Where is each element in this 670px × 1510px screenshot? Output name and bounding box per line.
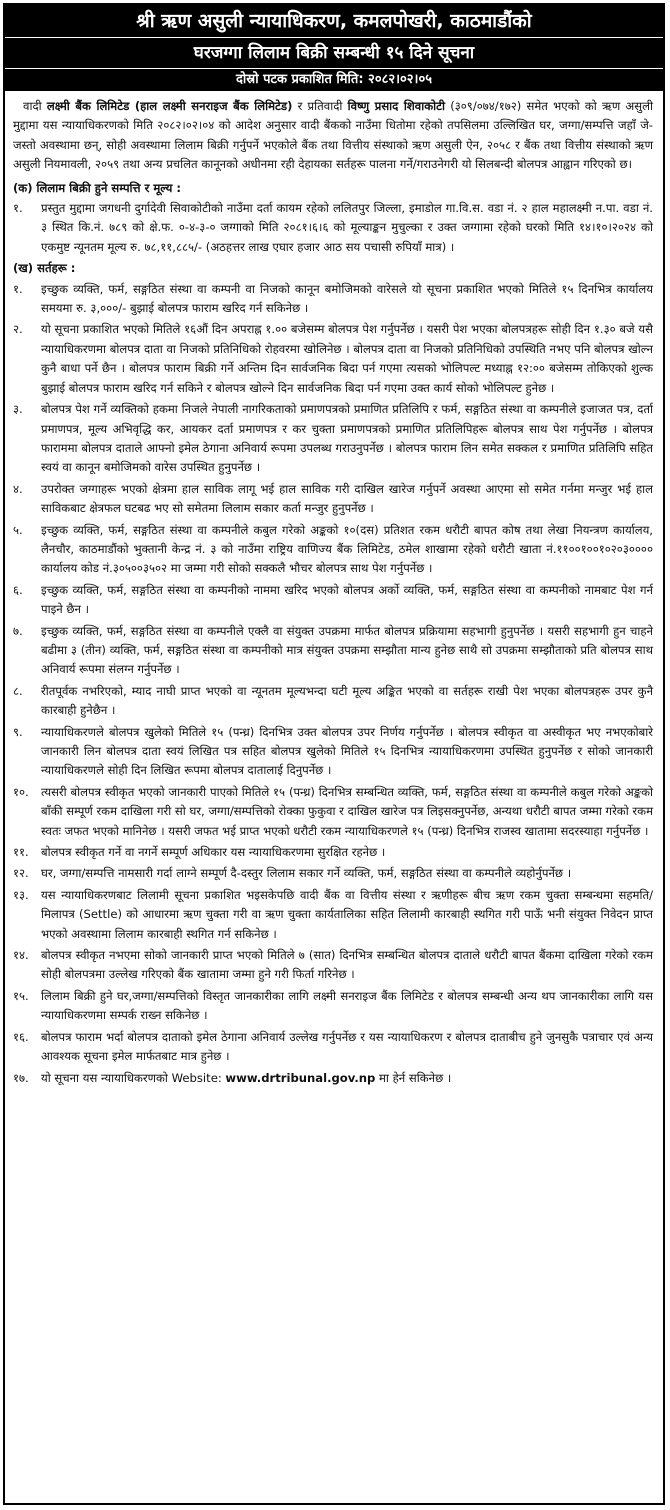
item-text: प्रस्तुत मुद्दामा जगधनी दुर्गादेवी सिवाकोटीको नाउँमा दर्ता कायम रहेको ललितपुर जिल्ला, इमाडोल गा.वि.स. वडा नं. २ हाल महालक्ष्मी न.पा. वडा नं. ३ स्थित कि.नं. ७८९ को क्षे.फ. ०-४-३-० जग्गाको मिति २०८१।६।६ को मूल्याङ्कन मुचुल्का र उक्त जग्गामा रहेको घरको मिति १४।१०।२०२४ को एकमुष्ट न्यूनतम मूल्य रु. ७८,११,८८५/- (अठहत्तर लाख एघार हजार आठ सय पचासी रुपियाँ मात्र) । [41, 201, 653, 254]
condition-item [13, 886, 653, 944]
item-text: उपरोक्त जग्गाहरू भएको क्षेत्रमा हाल साविक लागू भई हाल साविक गरी दाखिल खारेज गर्नुपर्ने अवस्था आएमा सो समेत गर्नमा मन्जुर भई हाल साविकबाट क्षेत्रफल घटबढ भए सो समेतमा लिलाम सकार कर्ता मन्जुर हुनुपर्नेछ । [41, 481, 653, 516]
publication-date: दोस्रो पटक प्रकाशित मिति: २०८२।०२।०५ [5, 69, 663, 91]
website-link[interactable]: www.drtribunal.gov.np [225, 1070, 376, 1085]
item-text: लिलाम बिक्री हुने घर,जग्गा/सम्पत्तिको विस्तृत जानकारीका लागि लक्ष्मी सनराइज बैंक लिमिटेड र बोलपत्र सम्बन्धी अन्य थप जानकारीका लागि यस न्यायाधिकरणमा सम्पर्क राख्न सकिनेछ । [41, 988, 653, 1023]
item-number: ४. [13, 481, 23, 496]
website-post-text: मा हेर्न सकिनेछ । [379, 1070, 452, 1085]
condition-item [13, 622, 653, 680]
item-text: बोलपत्र पेश गर्ने व्यक्तिको हकमा निजले नेपाली नागरिकताको प्रमाणपत्रको प्रमाणित प्रतिलिपि र फर्म, सङ्गठित संस्था वा कम्पनीले इजाजत पत्र, दर्ता प्रमाणपत्र, मूल्य अभिवृद्धि कर, आयकर दर्ता प्रमाणपत्र र कर चुक्ता प्रमाणपत्रको प्रमाणित प्रतिलिपिहरू बोलपत्र साथ पेश गर्नुपर्नेछ । बोलपत्र फाराममा बोलपत्र दाताले आफ्नो इमेल ठेगाना अनिवार्य रूपमा उपलब्ध गराउनुपर्नेछ । बोलपत्र फाराम लिन समेत सक्कल र प्रमाणित प्रतिलिपि सहित स्वयं वा कानून बमोजिमको वारेस उपस्थित हुनुपर्नेछ । [41, 402, 653, 475]
item-number: १४. [13, 948, 29, 963]
item-number: १. [13, 281, 23, 296]
item-number: ९. [13, 724, 23, 739]
item-number: २. [13, 322, 23, 337]
item-number: ५. [13, 522, 23, 537]
defendant-name: विष्णु प्रसाद शिवाकोटी [347, 99, 445, 113]
condition-item-website [13, 1069, 653, 1088]
item-number: ७. [13, 623, 23, 638]
intro-text-2: (३०९/०७४/१७२) समेत भएको को ऋण असुली मुद्दामा यस न्यायाधिकरणको मिति २०८२।०२।०४ को आदेश अनुसार वादी बैंकको नाउँमा धितोमा रहेको तपसिलमा उल्लिखित घर, जग्गा/सम्पत्ति जहाँ जे-जस्तो अवस्थामा छन्, सोही अवस्थामा लिलाम बिक्री गर्नुपर्ने भएकोले बैंक तथा वित्तीय संस्थाको ऋण असुली ऐन, २०५८ र बैंक तथा वित्तीय संस्थाको ऋण असुली नियमावली, २०५९ तथा अन्य प्रचलित कानूनको अधीनमा रही देहायका सर्तहरू पालना गर्ने/गराउनेगरी यो सिलबन्दी बोलपत्र आह्वान गरिएको छ। [13, 99, 653, 172]
condition-item [13, 280, 653, 319]
item-text: त्यसरी बोलपत्र स्वीकृत भएको जानकारी पाएको मितिले १५ (पन्ध्र) दिनभित्र सम्बन्धित व्यक्ति, फर्म, सङ्गठित संस्था वा कम्पनीले कबुल गरेको अङ्कको बाँकी सम्पूर्ण रकम दाखिला गरी सो घर, जग्गा/सम्पत्तिको रोक्का फुकुवा र दाखिल खारेज पत्र लिइसक्नुपर्नेछ, अन्यथा धरौटी बापत जम्मा गरेको रकम स्वतः जफत भएको मानिनेछ । यसरी जफत भई प्राप्त भएको धरौटी रकम न्यायाधिकरणले १५ (पन्ध्र) दिनभित्र राजस्व खातामा सदरस्याहा गर्नुपर्नेछ । [41, 784, 653, 838]
item-text: इच्छुक व्यक्ति, फर्म, सङ्गठित संस्था वा कम्पनीको नाममा खरिद भएको बोलपत्र अर्को व्यक्ति, फर्म, सङ्गठित संस्था वा कम्पनीको नामबाट पेश गर्न पाइने छैन । [41, 582, 653, 617]
condition-item [13, 682, 653, 721]
section-a-heading: (क) लिलाम बिक्री हुने सम्पत्ति र मूल्य : [13, 180, 182, 195]
item-text: बोलपत्र फाराम भर्दा बोलपत्र दाताको इमेल ठेगाना अनिवार्य उल्लेख गर्नुपर्नेछ र यस न्यायाधिकरण र बोलपत्र दाताबीच हुने जुनसुकै पत्राचार एवं अन्य आवश्यक सूचना इमेल मार्फतबाट मात्र हुनेछ । [41, 1029, 653, 1064]
condition-item [13, 723, 653, 781]
item-text: यस न्यायाधिकरणबाट लिलामी सूचना प्रकाशित भइसकेपछि वादी बैंक वा वित्तीय संस्था र ऋणीहरू बीच ऋण रकम चुक्ता सम्बन्धमा सहमति/मिलापत्र (Settle) को आधारमा ऋण चुक्ता गरी वा ऋण चुक्ता कार्यतालिका सहित लिलामी कारबाही स्थगित गरी पाऊँ भनी संयुक्त निवेदन प्राप्त भएको अवस्थामा लिलाम कारबाही स्थगित गर्न सकिनेछ । [41, 887, 653, 941]
plaintiff-name: लक्ष्मी बैंक लिमिटेड (हाल लक्ष्मी सनराइज बैंक लिमिटेड) [46, 99, 293, 113]
item-text: इच्छुक व्यक्ति, फर्म, सङ्गठित संस्था वा कम्पनी वा निजको कानून बमोजिमको वारेसले यो सूचना प्रकाशित भएको मितिले १५ दिनभित्र कार्यालय समयमा रु. ३,०००/- बुझाई बोलपत्र फाराम खरिद गर्न सकिनेछ । [41, 281, 653, 316]
item-text: इच्छुक व्यक्ति, फर्म, सङ्गठित संस्था वा कम्पनीले कबुल गरेको अङ्कको १०(दस) प्रतिशत रकम धरौटी बापत कोष तथा लेखा नियन्त्रण कार्यालय, लैनचौर, काठमाडौंको भुक्तानी केन्द्र नं. ३ को नाउँमा राष्ट्रिय वाणिज्य बैंक लिमिटेड, ठमेल शाखामा रहेको धरौटी खाता नं.११००१००१०२०३०००० कार्यालय कोड नं.३०५००३५०२ मा जम्मा गरी सोको सक्कलै भौचर बोलपत्र साथ पेश गर्नुपर्नेछ । [41, 522, 653, 576]
item-number: ११. [13, 845, 29, 860]
item-number: ८. [13, 683, 23, 698]
condition-item [13, 843, 653, 862]
condition-item [13, 783, 653, 841]
condition-item [13, 987, 653, 1026]
item-text: इच्छुक व्यक्ति, फर्म, सङ्गठित संस्था वा कम्पनीले एक्लै वा संयुक्त उपक्रमा मार्फत बोलपत्र प्रक्रियामा सहभागी हुनुपर्नेछ । यसरी सहभागी हुन चाहने बढीमा ३ (तीन) व्यक्ति, फर्म, सङ्गठित संस्था वा कम्पनीको मात्र संयुक्त उपक्रमा सम्झौता मान्य हुनेछ साथै सो उपक्रमा सम्झौताको प्रति बोलपत्र साथ अनिवार्य रूपमा संलग्न गर्नुपर्नेछ । [41, 623, 653, 677]
item-text: रीतपूर्वक नभरिएको, म्याद नाघी प्राप्त भएको वा न्यूनतम मूल्यभन्दा घटी मूल्य अङ्कित भएको वा सर्तहरू राखी पेश भएका बोलपत्रहरू उपर कुनै कारबाही हुनेछैन । [41, 683, 653, 718]
notice-subtitle: घरजग्गा लिलाम बिक्री सम्बन्धी १५ दिने सूचना [5, 38, 663, 69]
condition-item [13, 521, 653, 579]
item-text: बोलपत्र स्वीकृत गर्ने वा नगर्ने सम्पूर्ण अधिकार यस न्यायाधिकरणमा सुरक्षित रहनेछ । [41, 845, 386, 860]
condition-item [13, 320, 653, 398]
condition-item [13, 480, 653, 519]
section-b-heading: (ख) सर्तहरू : [13, 261, 76, 276]
intro-text-1: र प्रतिवादी [297, 99, 343, 113]
item-text: घर, जग्गा/सम्पत्ति नामसारी गर्दा लाग्ने सम्पूर्ण दै-दस्तुर लिलाम सकार गर्ने व्यक्ति, फर्म, सङ्गठित संस्था वा कम्पनीले व्यहोर्नुपर्नेछ । [41, 866, 572, 881]
item-text: न्यायाधिकरणले बोलपत्र खुलेको मितिले १५ (पन्ध्र) दिनभित्र उक्त बोलपत्र उपर निर्णय गर्नुपर्नेछ । बोलपत्र स्वीकृत वा अस्वीकृत भए नभएकोबारे जानकारी लिन बोलपत्र दाता स्वयं लिखित पत्र सहित बोलपत्र खुलेको मितिले १५ दिनभित्र न्यायाधिकरणमा उपस्थित हुनुपर्नेछ र सोको जानकारी न्यायाधिकरणले सोही दिन लिखित रूपमा बोलपत्र दातालाई दिनुपर्नेछ । [41, 724, 653, 778]
item-number: १२. [13, 866, 29, 881]
item-text: बोलपत्र स्वीकृत नभएमा सोको जानकारी प्राप्त भएको मितिले ७ (सात) दिनभित्र सम्बन्धित बोलपत्र दाताले धरौटी बापत बैंकमा दाखिला गरेको रकम सोही बोलपत्रमा उल्लेख गरिएको बैंक खातामा जम्मा हुने गरी फिर्ता गरिनेछ । [41, 948, 653, 982]
item-number: १३. [13, 887, 29, 902]
item-number: १. [13, 201, 23, 216]
condition-item [13, 864, 653, 883]
website-pre-text: यो सूचना यस न्यायाधिकरणको Website: [41, 1070, 222, 1085]
condition-item [13, 1028, 653, 1067]
condition-item [13, 946, 653, 985]
notice-body [5, 91, 663, 1094]
item-number: ३. [13, 402, 23, 417]
intro-paragraph [13, 97, 653, 175]
item-number: ६. [13, 582, 23, 597]
condition-item [13, 400, 653, 478]
item-number: १५. [13, 988, 29, 1003]
item-number: १७. [13, 1070, 29, 1085]
item-text: यो सूचना प्रकाशित भएको मितिले १६औं दिन अपराह्न १.०० बजेसम्म बोलपत्र पेश गर्नुपर्नेछ । यसरी पेश भएका बोलपत्रहरू सोही दिन १.३० बजे यसै न्यायाधिकरणमा बोलपत्र दाता वा निजको प्रतिनिधिको रोहवरमा खोलिनेछ । बोलपत्र दाता वा निजको प्रतिनिधिको उपस्थिति नभए पनि बोलपत्र खोल्न कुनै बाधा पर्ने छैन । बोलपत्र फाराम बिक्री गर्ने अन्तिम दिन सार्वजनिक बिदा पर्न गएमा त्यसको भोलिपल्ट मध्याह्न १२:०० बजेसम्म तोकिएको शुल्क बुझाई बोलपत्र फाराम खरिद गर्न सकिने र बोलपत्र खोल्ने दिन सार्वजनिक बिदा पर्न गएमा उक्त कार्य सोको भोलिपल्ट हुनेछ । [41, 322, 653, 395]
item-text [41, 1069, 653, 1088]
notice-title: श्री ऋण असुली न्यायाधिकरण, कमलपोखरी, काठमाडौंको [5, 5, 663, 38]
item-number: १६. [13, 1029, 29, 1044]
condition-item [13, 581, 653, 620]
item-number: १०. [13, 784, 29, 799]
auction-notice [3, 3, 665, 1505]
intro-text-0: वादी [23, 99, 42, 113]
property-item [13, 199, 653, 257]
